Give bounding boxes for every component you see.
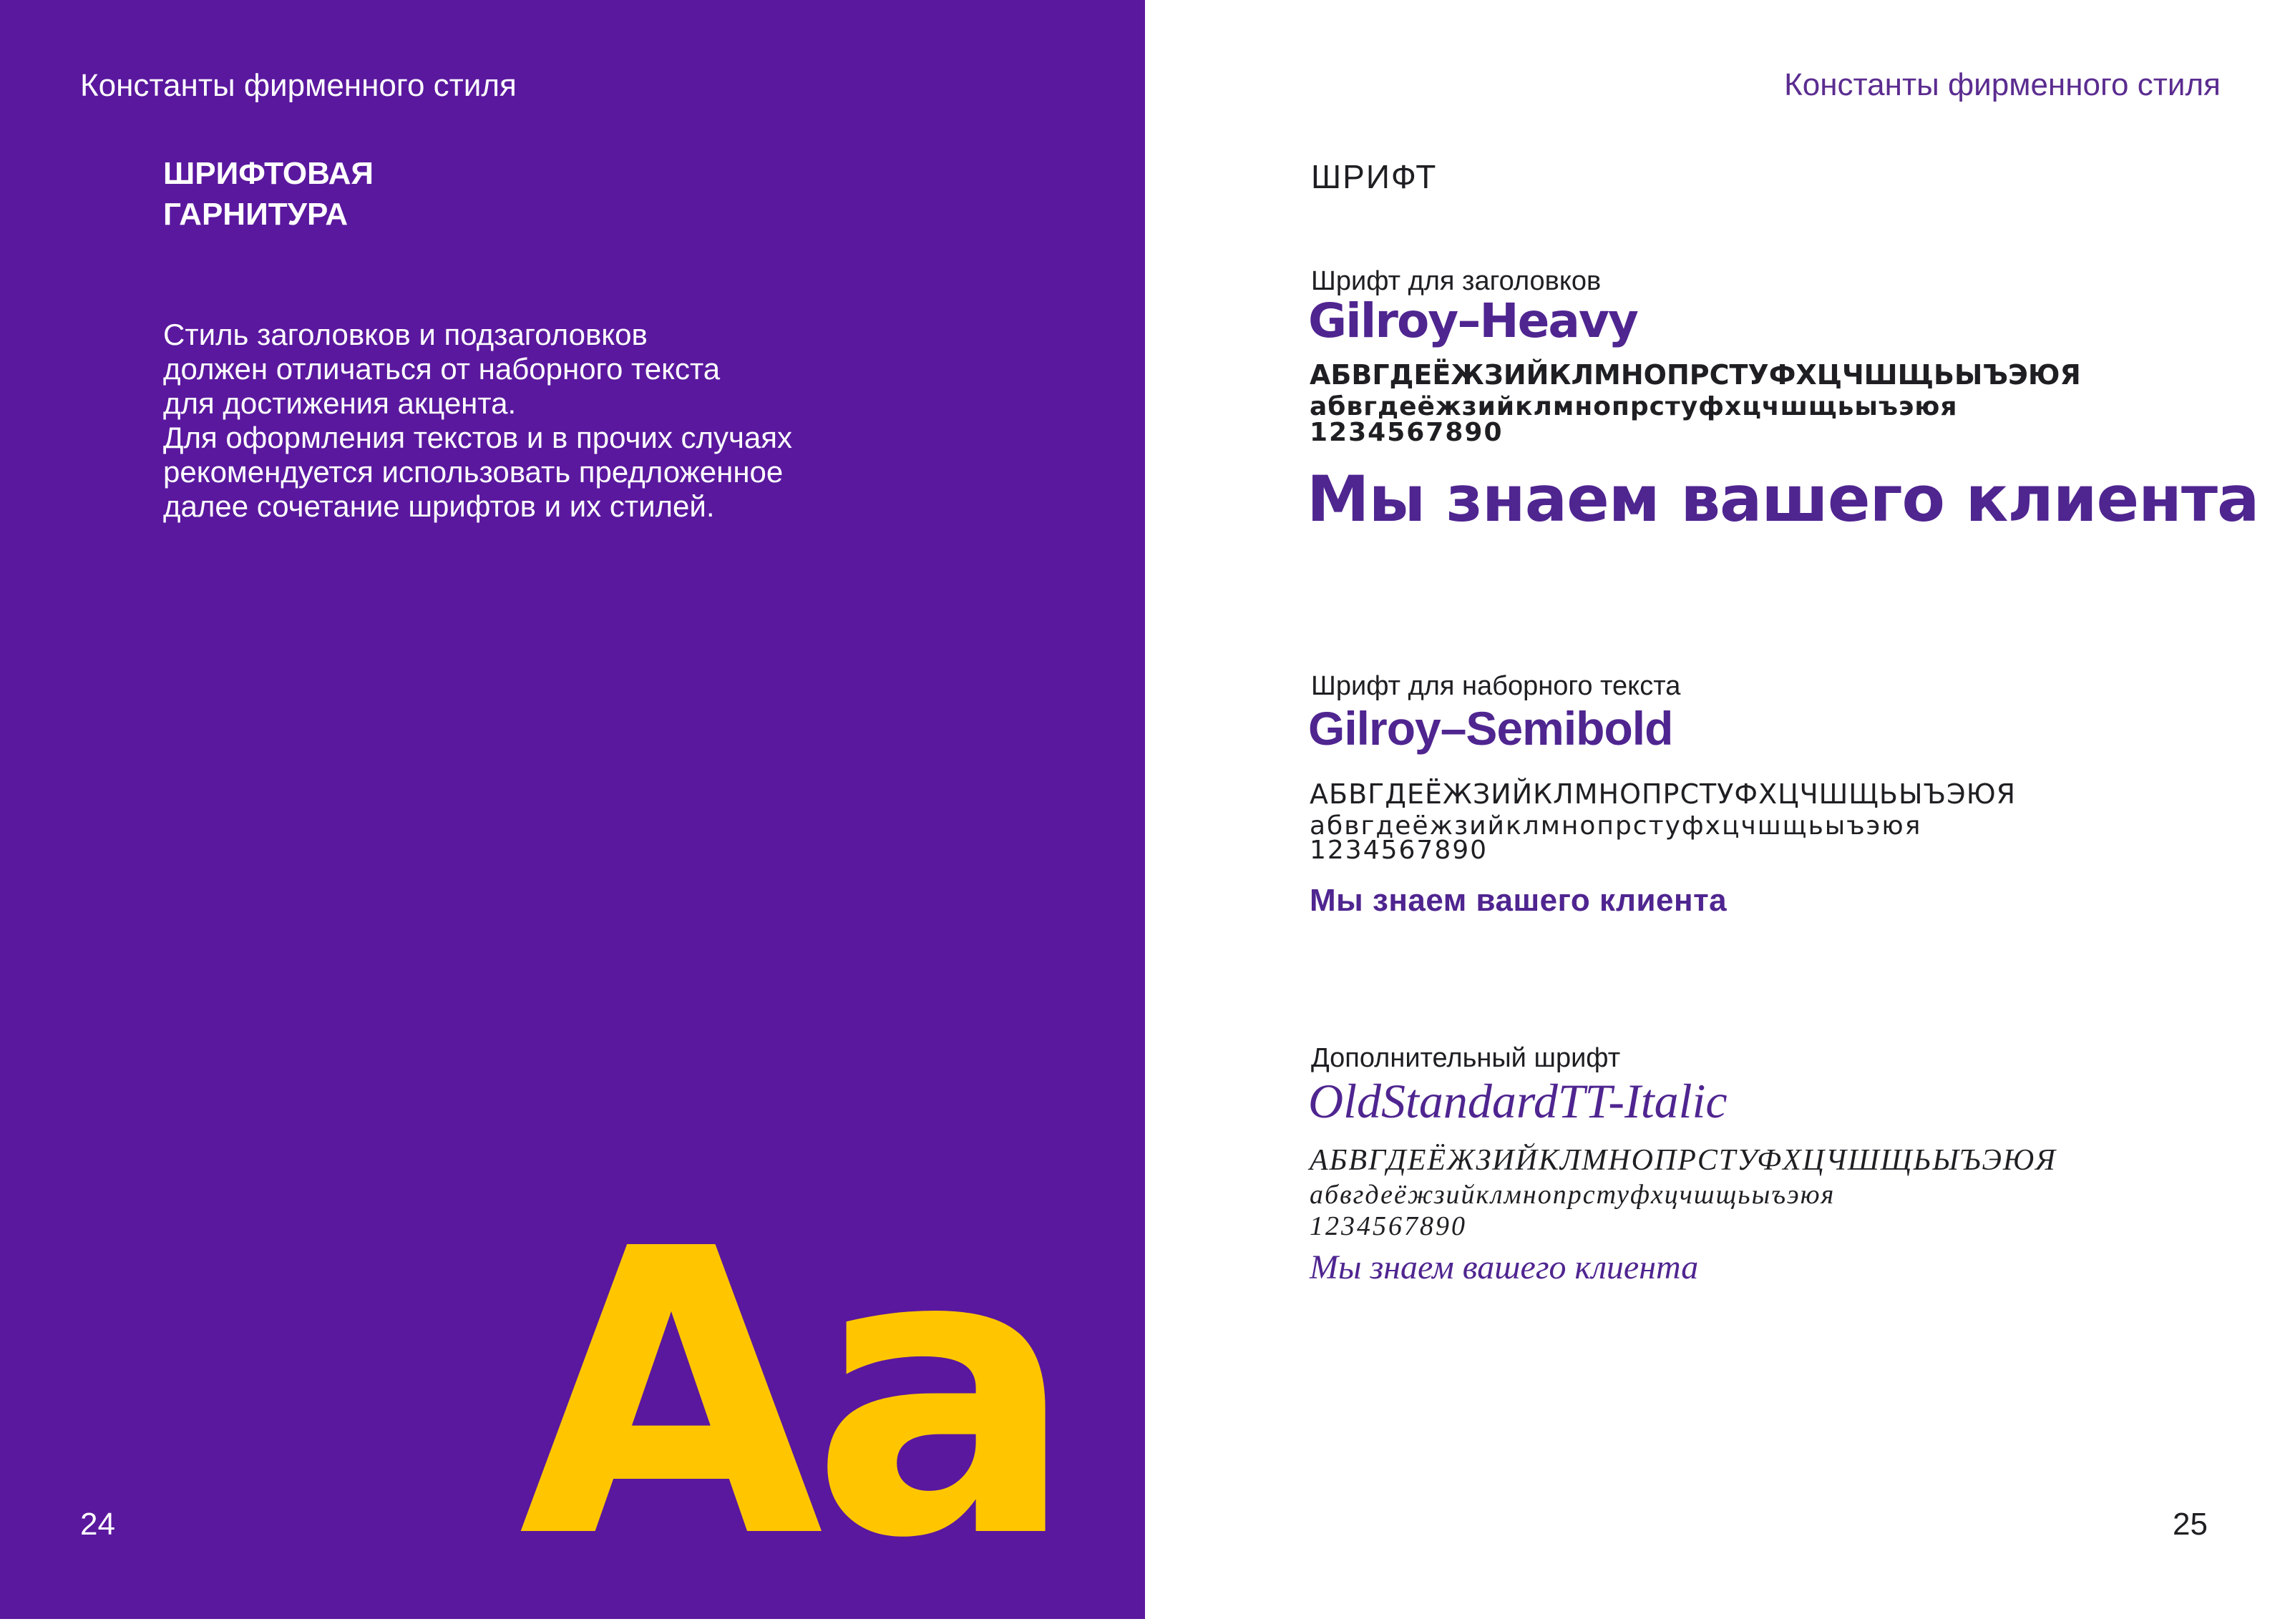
additional-font-name: OldStandardTT-Italic [1308,1074,1728,1128]
left-page-paragraph [163,318,792,524]
right-page-header: Константы фирменного стиля [1784,67,2221,102]
section-additional-font-label: Дополнительный шрифт [1311,1043,1621,1073]
heading-font-lowercase: абвгдеёжзийклмнопрстуфхцчшщьыъэюя [1310,392,1958,421]
body-font-uppercase: АБВГДЕЁЖЗИЙКЛМНОПРСТУФХЦЧШЩЬЫЪЭЮЯ [1310,778,2017,810]
additional-font-digits: 1234567890 [1310,1211,1467,1241]
left-page-title [163,153,374,235]
heading-font-sample: Мы знаем вашего клиента [1307,462,2259,536]
paragraph-line: для достижения акцента. [163,386,517,420]
section-body-font-label: Шрифт для наборного текста [1311,671,1681,701]
left-page-title-line1: ШРИФТОВАЯ [163,156,374,191]
left-page-header: Константы фирменного стиля [80,68,517,103]
page-number-right: 25 [2173,1507,2208,1542]
paragraph-line: рекомендуется использовать предложенное [163,455,784,489]
page-number-left: 24 [80,1507,115,1542]
additional-font-uppercase: АБВГДЕЁЖЗИЙКЛМНОПРСТУФХЦЧШЩЬЫЪЭЮЯ [1310,1144,2057,1177]
font-specimen-aa: Aa [519,1165,1063,1624]
left-page-title-line2: ГАРНИТУРА [163,197,349,232]
paragraph-line: Стиль заголовков и подзаголовков [163,318,648,351]
body-font-digits: 1234567890 [1310,836,1488,865]
paragraph-line: Для оформления текстов и в прочих случаях [163,421,793,454]
paragraph-line: должен отличаться от наборного текста [163,352,721,386]
additional-font-lowercase: абвгдеёжзийклмнопрстуфхцчшщьыъэюя [1310,1180,1836,1210]
additional-font-sample: Мы знаем вашего клиента [1310,1248,1699,1286]
heading-font-digits: 1234567890 [1310,418,1504,447]
body-font-lowercase: абвгдеёжзийклмнопрстуфхцчшщьыъэюя [1310,811,1922,841]
section-heading-font-label: Шрифт для заголовков [1311,266,1602,296]
paragraph-line: далее сочетание шрифтов и их стилей. [163,489,715,523]
heading-font-uppercase: АБВГДЕЁЖЗИЙКЛМНОПРСТУФХЦЧШЩЬЫЪЭЮЯ [1310,359,2081,391]
right-page-title: ШРИФТ [1311,158,1438,195]
body-font-name: Gilroy–Semibold [1308,702,1673,755]
body-font-sample: Мы знаем вашего клиента [1310,883,1728,918]
heading-font-name: Gilroy–Heavy [1308,293,1637,348]
